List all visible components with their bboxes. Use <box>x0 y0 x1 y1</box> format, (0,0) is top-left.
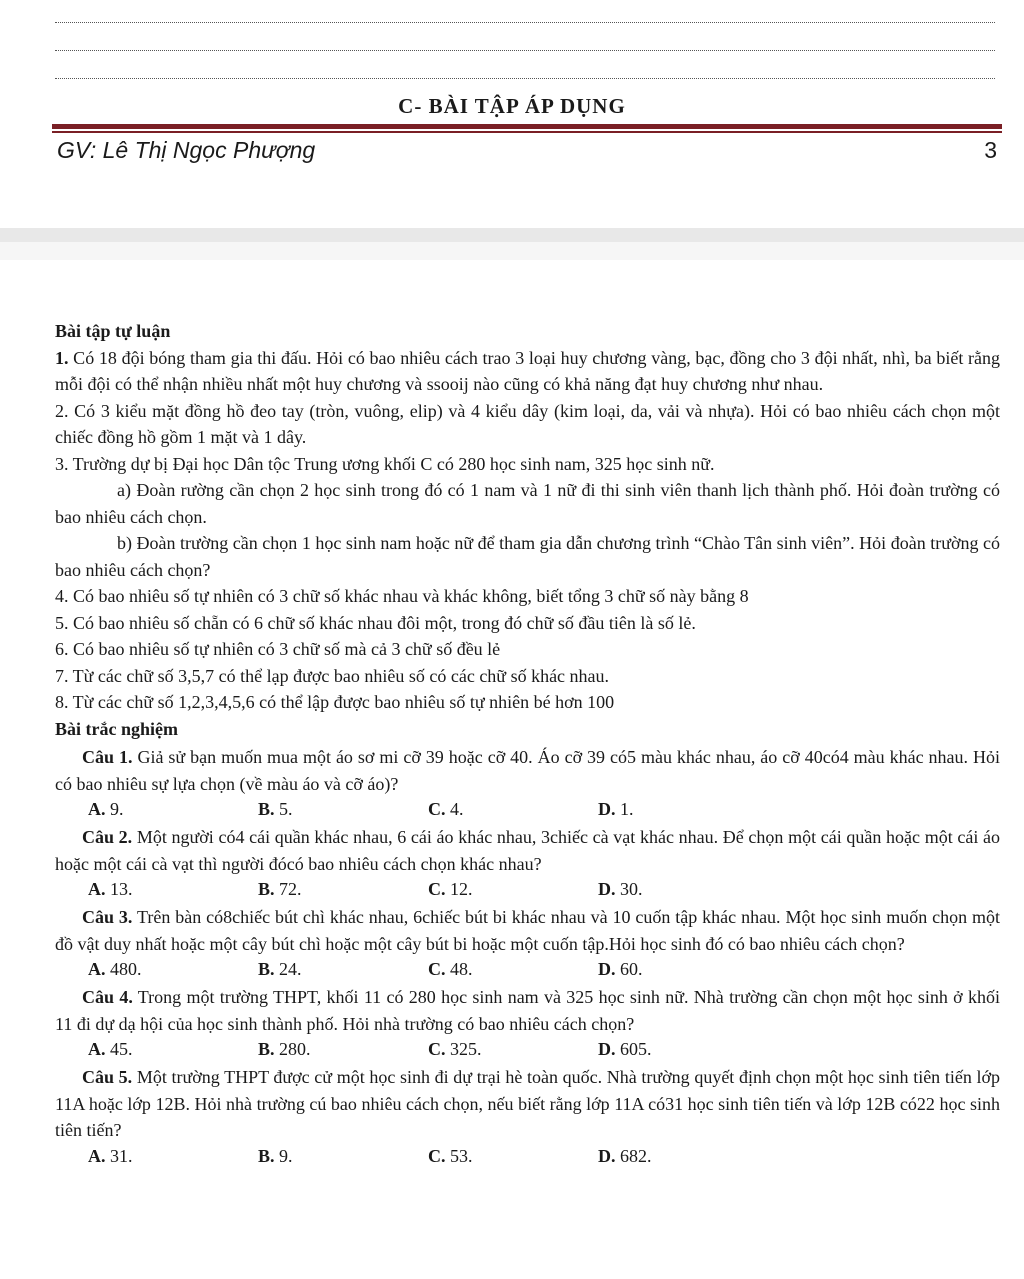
section-title: C- BÀI TẬP ÁP DỤNG <box>398 94 626 118</box>
essay-item-3: 3. Trường dự bị Đại học Dân tộc Trung ương khối C có 280 học sinh nam, 325 học sinh nữ. <box>55 453 715 474</box>
option-b[interactable]: B. 5. <box>258 799 293 819</box>
option-d[interactable]: D. 682. <box>598 1145 652 1166</box>
dotted-writing-line <box>55 22 995 23</box>
option-b[interactable]: B. 9. <box>258 1145 293 1166</box>
essay-item-5: 5. Có bao nhiêu số chẵn có 6 chữ số khác nhau đôi một, trong đó chữ số đầu tiên là số lẻ. <box>55 612 696 633</box>
question-label: Câu 5. <box>82 1067 133 1087</box>
option-c[interactable]: C. 53. <box>428 1145 473 1166</box>
option-d[interactable]: D. 60. <box>598 959 643 979</box>
option-b[interactable]: B. 280. <box>258 1039 311 1059</box>
question-label: Câu 2. <box>82 827 133 847</box>
answer-options <box>88 877 1000 902</box>
page-break <box>0 228 1024 242</box>
answer-options <box>88 1037 1000 1062</box>
question-label: Câu 1. <box>82 747 133 767</box>
question-label: Câu 4. <box>82 987 133 1007</box>
option-b[interactable]: B. 72. <box>258 879 302 899</box>
essay-item-3b: b) Đoàn trường cần chọn 1 học sinh nam hoặc nữ để tham gia dẫn chương trình “Chào Tân sinh viên”. Hỏi đoàn trường có bao nhiêu cách chọn? <box>55 533 1000 580</box>
answer-options <box>88 797 1000 822</box>
option-d[interactable]: D. 605. <box>598 1039 652 1059</box>
option-a[interactable]: A. 31. <box>88 1145 133 1166</box>
quiz-question-4 <box>55 984 1000 1062</box>
option-d[interactable]: D. 30. <box>598 879 643 899</box>
dotted-writing-line <box>55 78 995 79</box>
quiz-question-5 <box>55 1064 1000 1169</box>
question-text: Trong một trường THPT, khối 11 có 280 học sinh nam và 325 học sinh nữ. Nhà trường cần chọn một học sinh ở khối 11 đi dự dạ hội của học sinh thành phố. Hỏi nhà trường có bao nhiêu cách chọn? <box>55 987 1000 1034</box>
option-a[interactable]: A. 13. <box>88 879 133 899</box>
essay-item-1: 1. Có 18 đội bóng tham gia thi đấu. Hỏi có bao nhiêu cách trao 3 loại huy chương vàng, bạc, đồng cho 3 đội nhất, nhì, ba biết rằng mỗi đội có thể nhận nhiều nhất một huy chương và ssooij nào cũng có khả năng đạt huy chương như nhau. <box>55 347 1000 394</box>
question-text: Trên bàn có8chiếc bút chì khác nhau, 6chiếc bút bi khác nhau và 10 cuốn tập khác nhau. Một học sinh muốn chọn một đồ vật duy nhất hoặc một cây bút chì hoặc một cây bút bi hoặc một cuốn tập.Hỏi học sinh đó có bao nhiêu cách chọn? <box>55 907 1000 954</box>
essay-item-6: 6. Có bao nhiêu số tự nhiên có 3 chữ số mà cả 3 chữ số đều lẻ <box>55 639 501 659</box>
question-label: Câu 3. <box>82 907 133 927</box>
option-c[interactable]: C. 325. <box>428 1039 482 1059</box>
option-c[interactable]: C. 4. <box>428 799 464 819</box>
header-rule-thick <box>52 124 1002 129</box>
question-text: Một người có4 cái quần khác nhau, 6 cái áo khác nhau, 3chiếc cà vạt khác nhau. Để chọn một cái quần hoặc một cái áo hoặc một cái cà vạt thì người đócó bao nhiêu cách chọn khác nhau? <box>55 827 1000 874</box>
option-d[interactable]: D. 1. <box>598 799 634 819</box>
page-bottom-edge <box>0 1273 1024 1279</box>
option-a[interactable]: A. 9. <box>88 799 124 819</box>
option-b[interactable]: B. 24. <box>258 959 302 979</box>
essay-section-title: Bài tập tự luận <box>55 321 171 341</box>
option-a[interactable]: A. 45. <box>88 1039 133 1059</box>
quiz-question-3 <box>55 904 1000 982</box>
quiz-question-2 <box>55 824 1000 902</box>
header-rule-thin <box>52 131 1002 133</box>
essay-item-4: 4. Có bao nhiêu số tự nhiên có 3 chữ số khác nhau và khác không, biết tổng 3 chữ số này bằng 8 <box>55 586 749 606</box>
page-number: 3 <box>984 137 997 163</box>
essay-item-8: 8. Từ các chữ số 1,2,3,4,5,6 có thể lập được bao nhiêu số tự nhiên bé hơn 100 <box>55 692 615 712</box>
answer-options <box>88 957 1000 982</box>
answer-options <box>88 1144 1000 1169</box>
teacher-name: GV: Lê Thị Ngọc Phượng <box>57 137 316 163</box>
question-text: Một trường THPT được cử một học sinh đi dự trại hè toàn quốc. Nhà trường quyết định chọn một học sinh tiên tiến lớp 11A hoặc lớp 12B. Hỏi nhà trường cú bao nhiêu cách chọn, nếu biết rằng lớp 11A có31 học sinh tiên tiến và lớp 12B có22 học sinh tiên tiến? <box>55 1067 1000 1140</box>
option-a[interactable]: A. 480. <box>88 959 142 979</box>
dotted-writing-line <box>55 50 995 51</box>
essay-item-2: 2. Có 3 kiểu mặt đồng hồ đeo tay (tròn, vuông, elip) và 4 kiểu dây (kim loại, da, vải và nhựa). Hỏi có bao nhiêu cách chọn một chiếc đồng hồ gồm 1 mặt và 1 dây. <box>55 400 1000 447</box>
option-c[interactable]: C. 12. <box>428 879 473 899</box>
page-break-shadow <box>0 242 1024 260</box>
quiz-question-1 <box>55 744 1000 822</box>
essay-item-3a: a) Đoàn rường cần chọn 2 học sinh trong đó có 1 nam và 1 nữ đi thi sinh viên thanh lịch thành phố. Hỏi đoàn trường có bao nhiêu cách chọn. <box>55 480 1000 527</box>
quiz-section-title: Bài trắc nghiệm <box>55 718 178 739</box>
question-text: Giả sử bạn muốn mua một áo sơ mi cỡ 39 hoặc cỡ 40. Áo cỡ 39 có5 màu khác nhau, áo cỡ 40có4 màu khác nhau. Hỏi có bao nhiêu sự lựa chọn (về màu áo và cỡ áo)? <box>55 747 1001 794</box>
essay-item-7: 7. Từ các chữ số 3,5,7 có thể lạp được bao nhiêu số có các chữ số khác nhau. <box>55 665 610 686</box>
worksheet-body <box>55 318 1000 1169</box>
option-c[interactable]: C. 48. <box>428 959 473 979</box>
